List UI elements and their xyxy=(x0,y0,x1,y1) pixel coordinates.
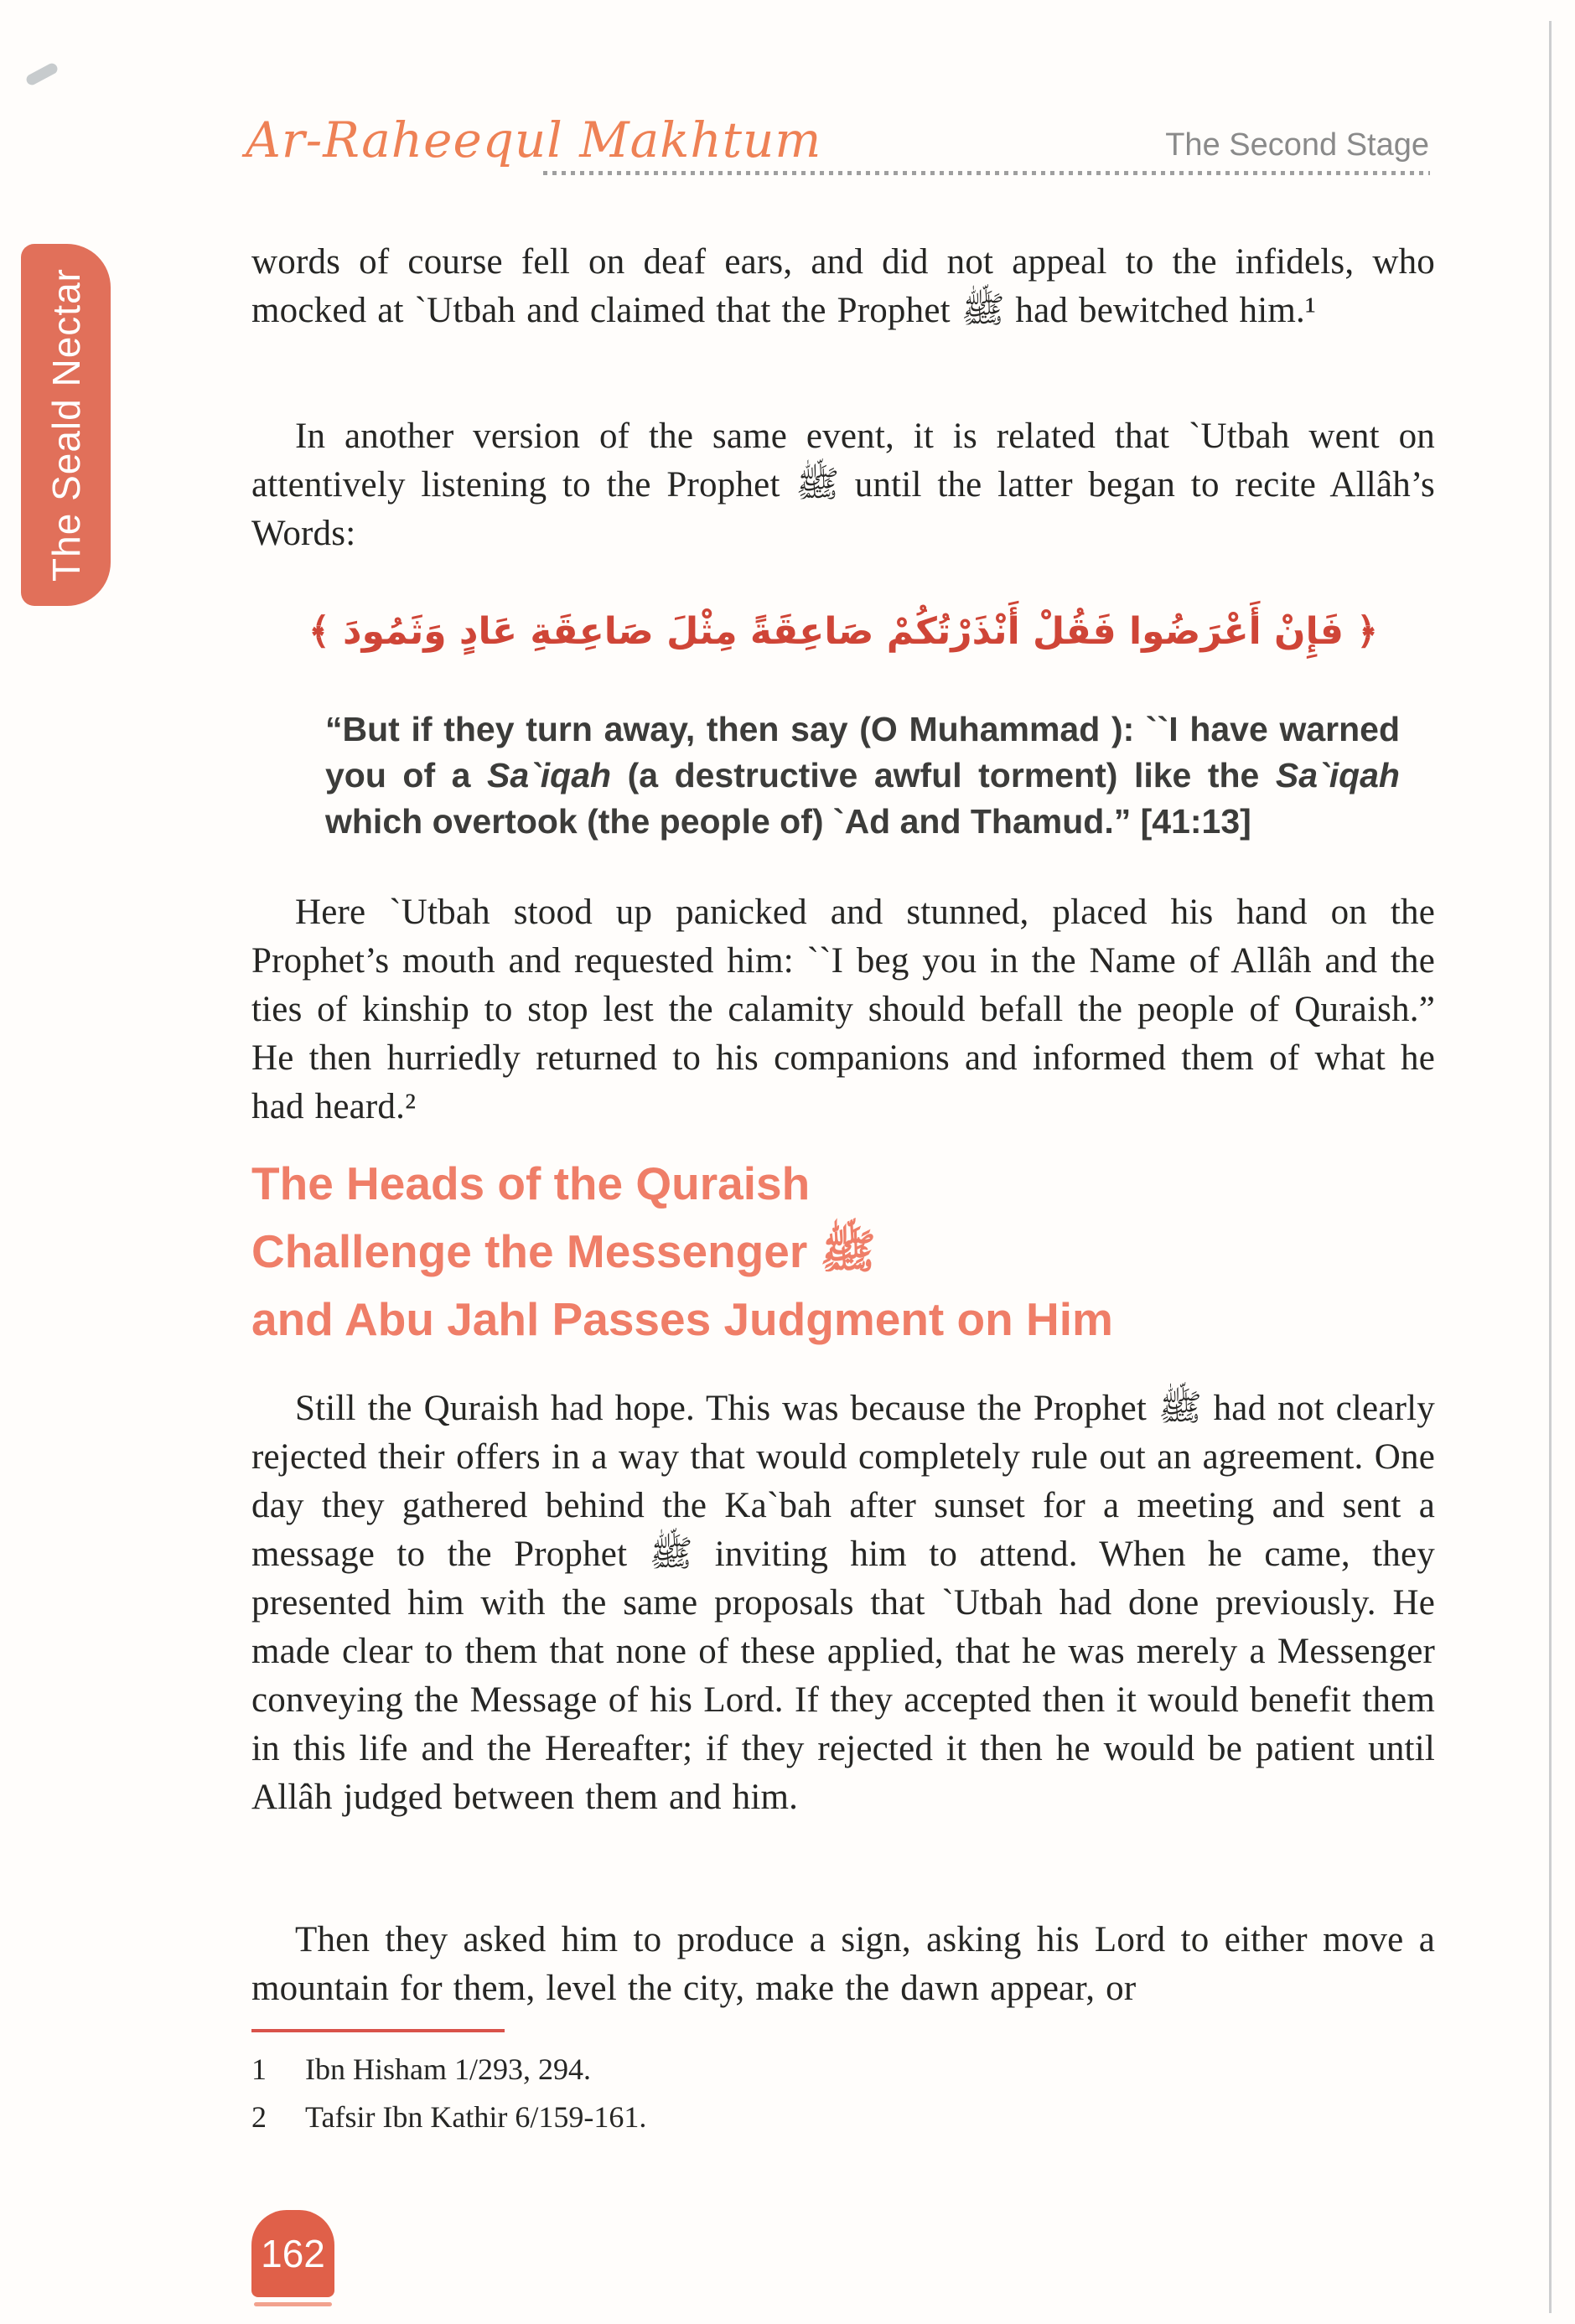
footnote-1-number: 1 xyxy=(251,2052,267,2086)
footnote-1-text: Ibn Hisham 1/293, 294. xyxy=(305,2052,591,2086)
quran-verse-translation: “But if they turn away, then say (O Muhammad ): ``I have warned you of a Sa`iqah (a destructive awful torment) like the Sa`iqah which overtook (the people of) `Ad and Thamud.” [41:13] xyxy=(325,710,1400,841)
footnote-2 xyxy=(251,2094,1435,2141)
section-heading-line-3: and Abu Jahl Passes Judgment on Him xyxy=(251,1293,1113,1345)
side-tab-seald-nectar xyxy=(21,244,111,606)
side-tab-label: The Seald Nectar xyxy=(44,268,88,582)
paragraph-1: words of course fell on deaf ears, and did not appeal to the infidels, who mocked at `Utbah and claimed that the Prophet ﷺ had bewitched him.¹ xyxy=(251,242,1435,330)
paragraph-5: Then they asked him to produce a sign, asking his Lord to either move a mountain for them, level the city, make the dawn appear, or xyxy=(251,1920,1435,2008)
section-stage-label: The Second Stage xyxy=(1165,127,1429,163)
footnotes xyxy=(251,2046,1435,2141)
page-number: 162 xyxy=(261,2232,325,2275)
section-heading-line-1: The Heads of the Quraish xyxy=(251,1157,811,1209)
section-heading xyxy=(251,1150,1435,1354)
scan-page-edge xyxy=(1549,21,1552,2313)
book-title-script: Ar-Raheequl Makhtum xyxy=(246,111,822,168)
footnote-2-text: Tafsir Ibn Kathir 6/159-161. xyxy=(305,2100,647,2134)
paragraph-2: In another version of the same event, it is related that `Utbah went on attentively listening to the Prophet ﷺ until the latter began to recite Allâh’s Words: xyxy=(251,417,1435,553)
page-badge-underline xyxy=(254,2302,332,2306)
page-number-badge xyxy=(251,2210,334,2297)
footnote-1 xyxy=(251,2046,1435,2094)
quran-verse-arabic: ﴿ فَإِنْ أَعْرَضُوا فَقُلْ أَنْذَرْتُكُمْ صَاعِقَةً مِثْلَ صَاعِقَةِ عَادٍ وَثَمُودَ ﴾ xyxy=(308,610,1379,653)
footnote-2-number: 2 xyxy=(251,2100,267,2134)
paragraph-3: Here `Utbah stood up panicked and stunned, placed his hand on the Prophet’s mouth and requested him: ``I beg you in the Name of Allâh and the ties of kinship to stop lest the calamity should befall the people of Quraish.” He then hurriedly returned to his companions and informed them of what he had heard.² xyxy=(251,893,1435,1126)
section-heading-line-2: Challenge the Messenger ﷺ xyxy=(251,1225,876,1277)
paragraph-4: Still the Quraish had hope. This was because the Prophet ﷺ had not clearly rejected their offers in a way that would completely rule out an agreement. One day they gathered behind the Ka`bah after sunset for a meeting and sent a message to the Prophet ﷺ inviting him to attend. When he came, they presented him with the same proposals that `Utbah had done previously. He made clear to them that none of these applied, that he was merely a Messenger conveying the Message of his Lord. If they accepted then it would benefit them in this life and the Hereafter; if they rejected it then he would be patient until Allâh judged between them and him. xyxy=(251,1389,1435,1817)
footnote-divider-rule xyxy=(251,2029,505,2032)
scan-artifact-dash xyxy=(24,61,59,86)
header-dotted-rule xyxy=(543,171,1430,175)
